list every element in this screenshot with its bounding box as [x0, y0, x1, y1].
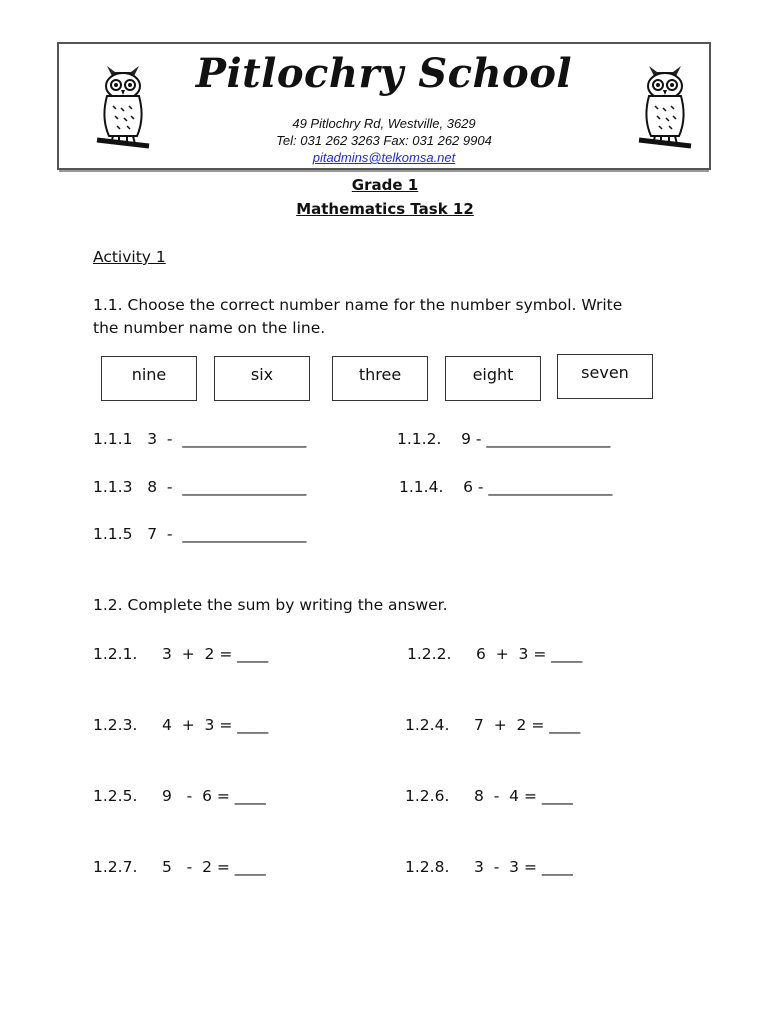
word-box-seven: seven — [557, 354, 653, 399]
sum-1-2-4: 1.2.4. 7 + 2 = ____ — [405, 716, 581, 734]
word-box-six: six — [214, 356, 310, 401]
word-box-three: three — [332, 356, 428, 401]
sum-1-2-6: 1.2.6. 8 - 4 = ____ — [405, 787, 573, 805]
question-1-1-line-1: 1.1. Choose the correct number name for the number symbol. Write — [93, 296, 623, 314]
school-contact: Tel: 031 262 3263 Fax: 031 262 9904 — [276, 133, 492, 148]
question-1-1-line-2: the number name on the line. — [93, 319, 326, 337]
task-title: Mathematics Task 12 — [296, 200, 474, 218]
school-address: 49 Pitlochry Rd, Westville, 3629 — [292, 116, 476, 131]
item-1-1-4: 1.1.4. 6 - ________________ — [399, 478, 613, 496]
item-1-1-1: 1.1.1 3 - ________________ — [93, 430, 307, 448]
word-box-nine: nine — [101, 356, 197, 401]
school-header — [57, 42, 711, 170]
item-1-1-2: 1.1.2. 9 - ________________ — [397, 430, 611, 448]
sum-1-2-1: 1.2.1. 3 + 2 = ____ — [93, 645, 269, 663]
activity-heading: Activity 1 — [93, 248, 166, 266]
sum-1-2-3: 1.2.3. 4 + 3 = ____ — [93, 716, 269, 734]
question-1-1 — [93, 294, 693, 340]
grade-title: Grade 1 — [351, 176, 419, 194]
question-1-2: 1.2. Complete the sum by writing the answer. — [93, 596, 448, 614]
school-name: Pitlochry School — [195, 50, 573, 97]
school-email-link[interactable]: pitadmins@telkomsa.net — [312, 150, 456, 165]
item-1-1-5: 1.1.5 7 - ________________ — [93, 525, 307, 543]
sum-1-2-8: 1.2.8. 3 - 3 = ____ — [405, 858, 573, 876]
sum-1-2-2: 1.2.2. 6 + 3 = ____ — [407, 645, 583, 663]
owl-icon — [635, 56, 695, 156]
sum-1-2-7: 1.2.7. 5 - 2 = ____ — [93, 858, 266, 876]
sum-1-2-5: 1.2.5. 9 - 6 = ____ — [93, 787, 266, 805]
word-box-eight: eight — [445, 356, 541, 401]
item-1-1-3: 1.1.3 8 - ________________ — [93, 478, 307, 496]
